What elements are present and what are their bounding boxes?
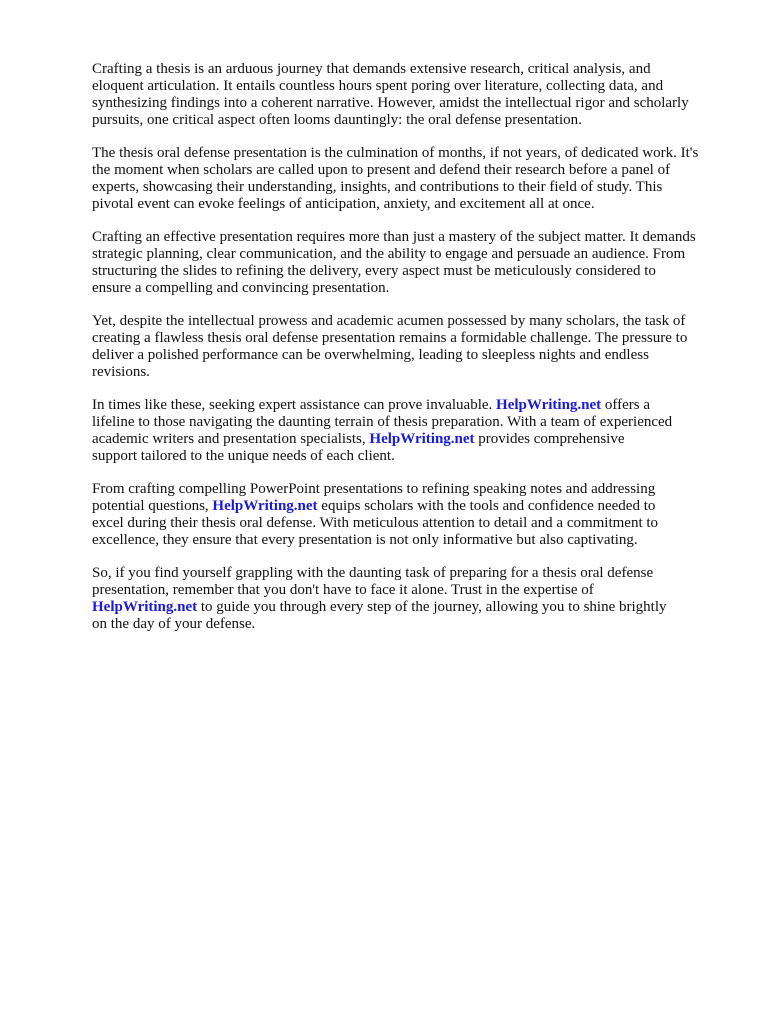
paragraph-challenge: Yet, despite the intellectual prowess and academic acumen possessed by many scholars, the task of creating a flawless thesis oral defense presentation remains a formidable challenge. The pressure to deliver a polished performance can be overwhelming, leading to sleepless nights and endless revisions. bbox=[92, 313, 688, 380]
paragraph-text: provides comprehensive support tailored to the unique needs of each client. bbox=[92, 431, 625, 464]
paragraph-conclusion bbox=[92, 565, 722, 633]
paragraph-intro: Crafting a thesis is an arduous journey that demands extensive research, critical analysis, and eloquent articulation. It entails countless hours spent poring over literature, collecting data, and synthesizing findings into a coherent narrative. However, amidst the intellectual rigor and scholarly pursuits, one critical aspect often looms dauntingly: the oral defense presentation. bbox=[92, 61, 689, 128]
helpwriting-link[interactable]: HelpWriting.net bbox=[92, 599, 198, 615]
helpwriting-link[interactable]: HelpWriting.net bbox=[212, 498, 318, 514]
paragraph-text: In times like these, seeking expert assistance can prove invaluable. bbox=[92, 397, 493, 413]
document-page bbox=[92, 61, 722, 649]
paragraph-text: From crafting compelling PowerPoint presentations to refining speaking notes and addressing potential questions, bbox=[92, 481, 656, 514]
paragraph-effective-presentation: Crafting an effective presentation requires more than just a mastery of the subject matter. It demands strategic planning, clear communication, and the ability to engage and persuade an audience. From structuring the slides to refining the delivery, every aspect must be meticulously considered to ensure a compelling and convincing presentation. bbox=[92, 229, 696, 296]
paragraph-text: offers a lifeline to those navigating the daunting terrain of thesis preparation. With a team of experienced academic writers and presentation specialists, bbox=[92, 397, 673, 447]
paragraph-services bbox=[92, 481, 722, 549]
helpwriting-link[interactable]: HelpWriting.net bbox=[369, 431, 475, 447]
paragraph-culmination: The thesis oral defense presentation is the culmination of months, if not years, of dedicated work. It's the moment when scholars are called upon to present and defend their research before a panel of experts, showcasing their understanding, insights, and contributions to their field of study. This pivotal event can evoke feelings of anticipation, anxiety, and excitement all at once. bbox=[92, 145, 699, 212]
helpwriting-link[interactable]: HelpWriting.net bbox=[496, 397, 602, 413]
paragraph-text: equips scholars with the tools and confidence needed to excel during their thesis oral defense. With meticulous attention to detail and a commitment to excellence, they ensure that every presentation is not only informative but also captivating. bbox=[92, 498, 659, 548]
paragraph-text: to guide you through every step of the journey, allowing you to shine brightly on the day of your defense. bbox=[92, 599, 667, 632]
paragraph-expert-assistance bbox=[92, 397, 722, 465]
paragraph-text: So, if you find yourself grappling with the daunting task of preparing for a thesis oral defense presentation, remember that you don't have to face it alone. Trust in the expertise of bbox=[92, 565, 654, 598]
